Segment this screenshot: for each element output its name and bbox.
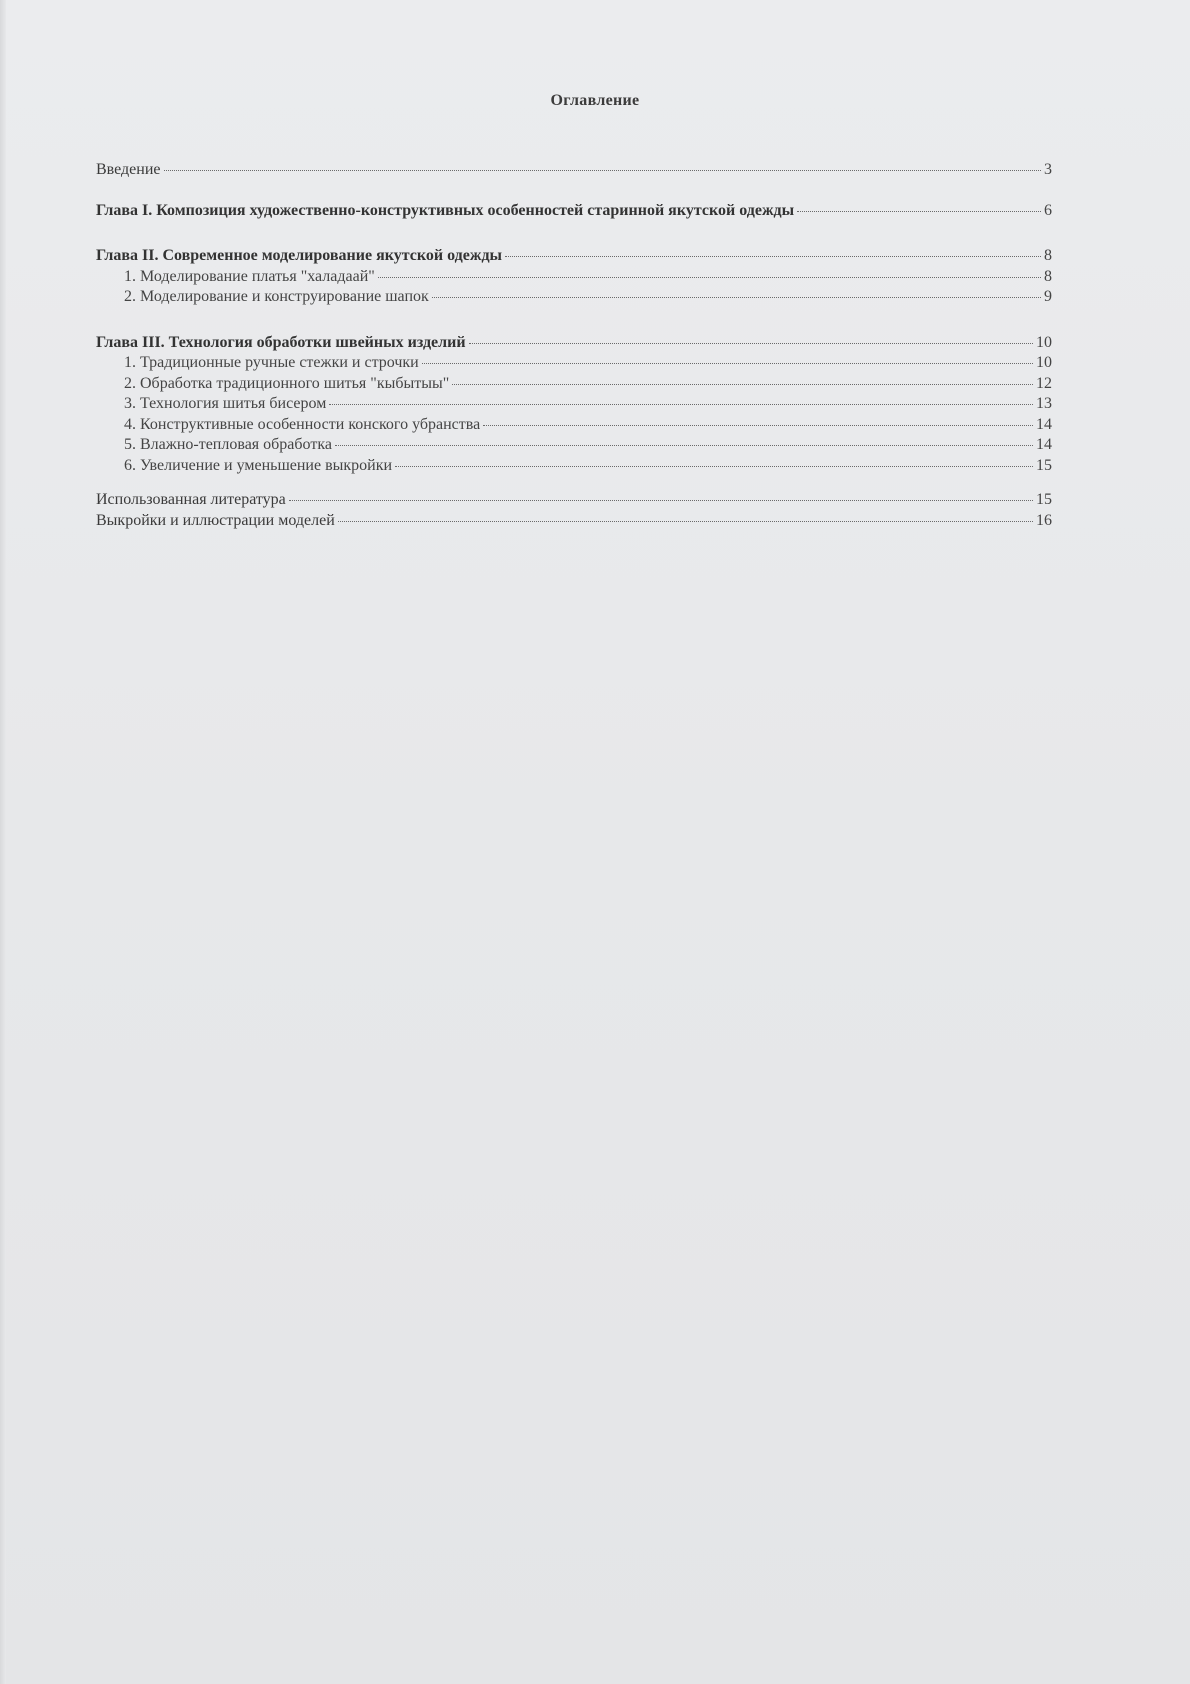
toc-entry-label: 1. Моделирование платья "халадаай" bbox=[124, 267, 375, 285]
toc-entry-page: 10 bbox=[1036, 333, 1052, 351]
toc-entry-page: 13 bbox=[1036, 395, 1052, 412]
toc-leader-dots bbox=[422, 351, 1033, 367]
toc-entry-label: 3. Технология шитья бисером bbox=[124, 395, 327, 412]
table-of-contents bbox=[96, 158, 1052, 529]
toc-entry-label: 6. Увеличение и уменьшение выкройки bbox=[124, 456, 393, 474]
toc-entry-label: 4. Конструктивные особенности конского убранства bbox=[124, 415, 481, 433]
toc-entry-label: Глава III. Технология обработки швейных изделий bbox=[96, 333, 466, 351]
toc-entry-page: 9 bbox=[1044, 288, 1052, 305]
toc-entry-page: 3 bbox=[1044, 161, 1052, 178]
toc-leader-dots bbox=[469, 331, 1033, 347]
toc-entry-patterns[interactable] bbox=[96, 509, 1052, 530]
toc-leader-dots bbox=[505, 244, 1041, 260]
toc-entry-label: Глава II. Современное моделирование якутской одежды bbox=[96, 247, 503, 264]
toc-entry-3-4[interactable] bbox=[96, 413, 1052, 434]
toc-entry-page: 10 bbox=[1036, 354, 1052, 371]
toc-entry-2-2[interactable] bbox=[96, 285, 1052, 306]
toc-title: Оглавление bbox=[550, 92, 640, 109]
toc-entry-label: Введение bbox=[96, 161, 161, 178]
toc-leader-dots bbox=[378, 265, 1041, 281]
toc-entry-page: 12 bbox=[1036, 374, 1052, 392]
toc-leader-dots bbox=[797, 199, 1041, 215]
toc-leader-dots bbox=[432, 285, 1041, 301]
toc-entry-chapter-2[interactable] bbox=[96, 244, 1052, 265]
toc-entry-label: Выкройки и иллюстрации моделей bbox=[96, 511, 335, 529]
toc-entry-label: 5. Влажно-тепловая обработка bbox=[124, 436, 332, 453]
toc-entry-3-3[interactable] bbox=[96, 392, 1052, 413]
toc-entry-3-2[interactable] bbox=[96, 372, 1052, 393]
toc-entry-page: 8 bbox=[1044, 267, 1052, 285]
toc-entry-literature[interactable] bbox=[96, 488, 1052, 509]
toc-entry-3-6[interactable] bbox=[96, 454, 1052, 475]
toc-leader-dots bbox=[164, 158, 1042, 174]
toc-entry-2-1[interactable] bbox=[96, 265, 1052, 286]
toc-entry-label: 2. Моделирование и конструирование шапок bbox=[124, 288, 429, 305]
toc-entry-chapter-1[interactable] bbox=[96, 199, 1052, 220]
toc-leader-dots bbox=[483, 413, 1033, 429]
toc-entry-page: 14 bbox=[1036, 415, 1052, 433]
toc-leader-dots bbox=[395, 454, 1033, 470]
toc-entry-label: Глава I. Композиция художественно-конструктивных особенностей старинной якутской одежды bbox=[96, 201, 795, 219]
toc-entry-page: 8 bbox=[1044, 247, 1052, 264]
toc-entry-label: 2. Обработка традиционного шитья "кыбытыы" bbox=[124, 374, 450, 392]
toc-entry-label: 1. Традиционные ручные стежки и строчки bbox=[124, 354, 419, 371]
toc-entry-page: 16 bbox=[1036, 511, 1052, 529]
toc-entry-page: 15 bbox=[1036, 456, 1052, 474]
toc-leader-dots bbox=[335, 433, 1033, 449]
page-edge bbox=[0, 0, 6, 1684]
toc-leader-dots bbox=[329, 392, 1033, 408]
toc-entry-intro[interactable] bbox=[96, 158, 1052, 179]
toc-entry-label: Использованная литература bbox=[96, 491, 286, 508]
toc-entry-page: 14 bbox=[1036, 436, 1052, 453]
toc-entry-3-1[interactable] bbox=[96, 351, 1052, 372]
toc-leader-dots bbox=[338, 509, 1033, 525]
toc-entry-chapter-3[interactable] bbox=[96, 331, 1052, 352]
toc-entry-3-5[interactable] bbox=[96, 433, 1052, 454]
toc-leader-dots bbox=[289, 488, 1033, 504]
toc-entry-page: 15 bbox=[1036, 491, 1052, 508]
toc-entry-page: 6 bbox=[1044, 201, 1052, 219]
toc-leader-dots bbox=[452, 372, 1033, 388]
